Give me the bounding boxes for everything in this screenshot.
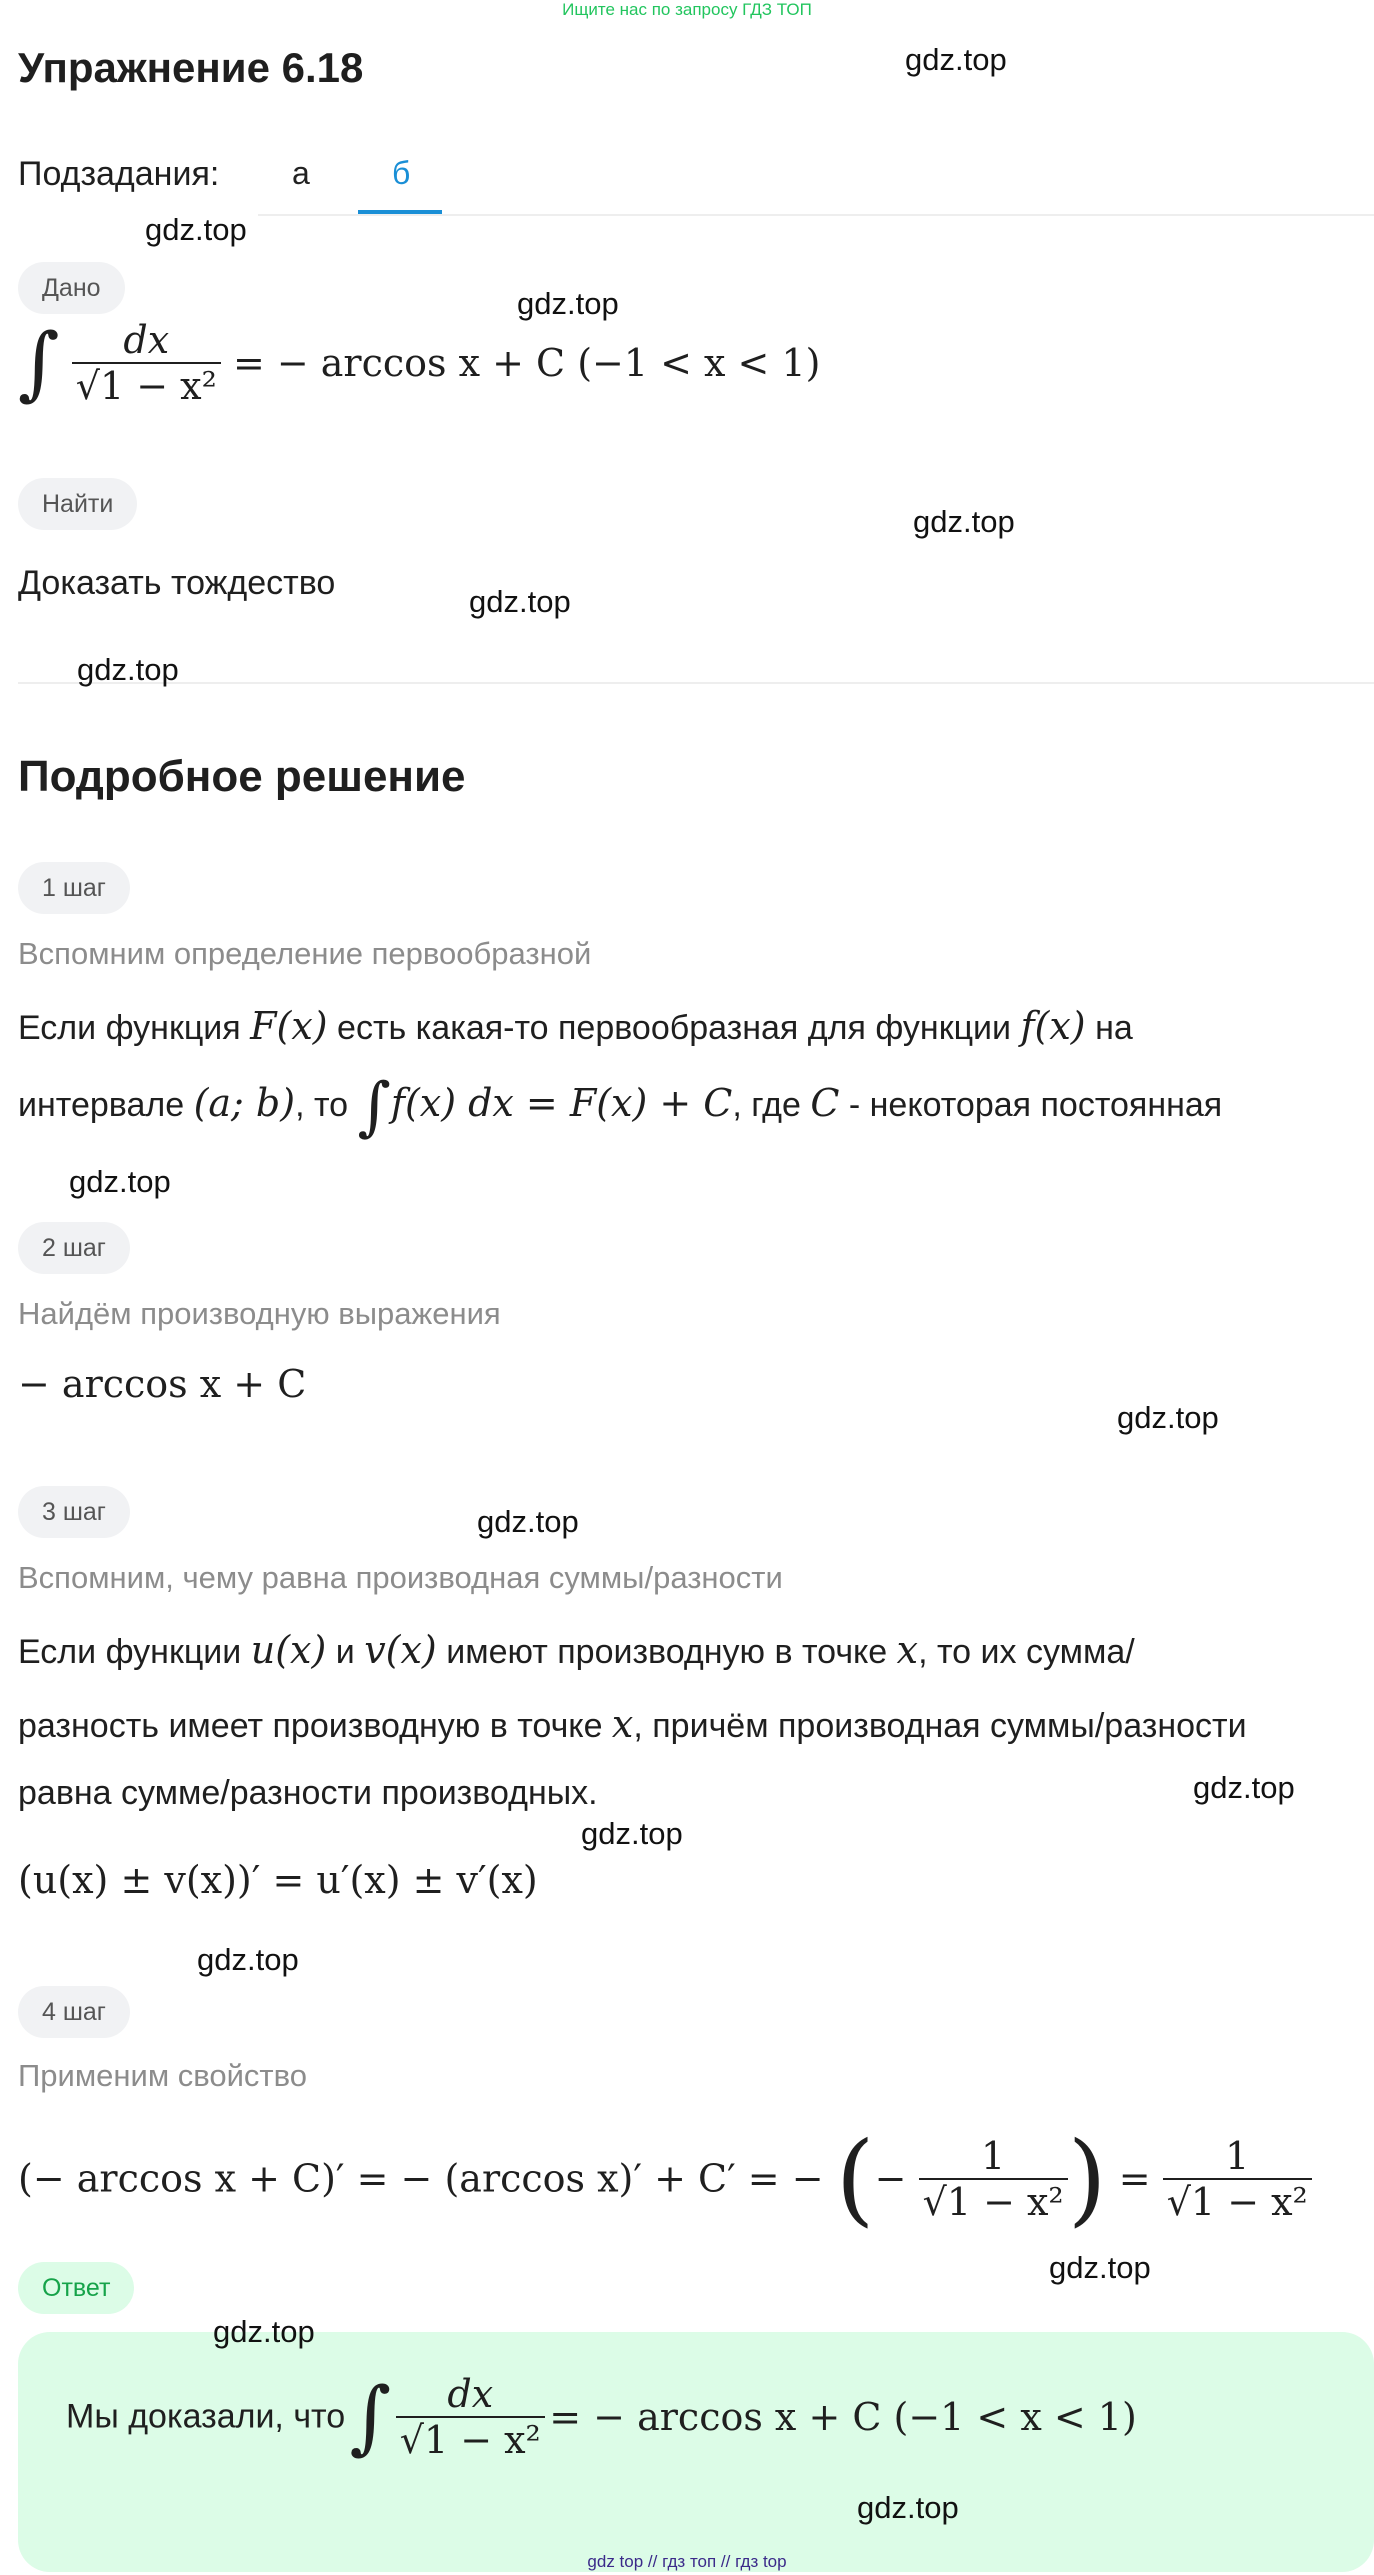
text: Если функция — [18, 1009, 251, 1047]
watermark: gdz.top — [197, 1942, 299, 1977]
top-banner: Ищите нас по запросу ГДЗ ТОП — [562, 0, 812, 19]
watermark: gdz.top — [477, 1504, 579, 1539]
frac-den: √1 − x² — [396, 2416, 545, 2462]
step4-left: (− arccos x + C)′ = − (arccos x)′ + C′ = − — [18, 2156, 824, 2201]
given-formula — [18, 318, 820, 408]
text: - некоторая постоянная — [839, 1085, 1223, 1124]
left-paren: ( — [835, 2120, 875, 2237]
step3-formula: (u(x) ± v(x))′ = u′(x) ± v′(x) — [18, 1858, 538, 1902]
math: f(x) dx = F(x) + C — [390, 1080, 733, 1125]
find-text: Доказать тождество — [18, 564, 336, 602]
step4-badge: 4 шаг — [18, 1986, 130, 2038]
inner-minus: − — [874, 2156, 907, 2201]
step2-heading: Найдём производную выражения — [18, 1296, 501, 1331]
watermark: gdz.top — [1117, 1400, 1219, 1435]
text: и — [326, 1633, 365, 1671]
math: f(x) — [1020, 1004, 1086, 1048]
watermark: gdz.top — [913, 504, 1015, 539]
equals-sign: = — [1118, 2156, 1151, 2201]
math: (a; b) — [193, 1080, 296, 1125]
math: x — [896, 1628, 919, 1672]
section-divider — [18, 682, 1374, 684]
step3-heading: Вспомним, чему равна производная суммы/разности — [18, 1560, 783, 1595]
text: есть какая-то первообразная для функции — [327, 1009, 1021, 1047]
tab-a[interactable]: а — [292, 155, 310, 191]
step4-heading: Применим свойство — [18, 2058, 307, 2093]
watermark: gdz.top — [581, 1816, 683, 1851]
watermark: gdz.top — [77, 652, 179, 687]
tab-b[interactable]: б — [392, 155, 411, 191]
watermark: gdz.top — [213, 2314, 315, 2349]
text: имеют производную в точке — [436, 1633, 897, 1671]
answer-text: Мы доказали, что — [66, 2397, 346, 2436]
watermark: gdz.top — [905, 42, 1007, 77]
step1-badge: 1 шаг — [18, 862, 130, 914]
given-badge: Дано — [18, 262, 125, 314]
answer-rhs: = − arccos x + C (−1 < x < 1) — [549, 2395, 1137, 2439]
answer-badge: Ответ — [18, 2262, 134, 2314]
watermark: gdz.top — [145, 212, 247, 247]
bottom-links: gdz top // гдз топ // гдз top — [587, 2552, 787, 2571]
given-rhs: = − arccos x + C (−1 < x < 1) — [232, 341, 821, 385]
find-badge: Найти — [18, 478, 137, 530]
text: , где — [732, 1085, 811, 1124]
step1-line2 — [18, 1070, 1222, 1144]
watermark: gdz.top — [1193, 1770, 1295, 1805]
solution-title: Подробное решение — [18, 752, 466, 801]
watermark: gdz.top — [517, 286, 619, 321]
right-paren: ) — [1067, 2120, 1107, 2237]
frac-num: dx — [447, 2372, 494, 2416]
step3-line2 — [18, 1702, 1247, 1746]
math: F(x) — [250, 1004, 328, 1048]
tabs-divider — [258, 214, 1374, 216]
integral-sign: ∫ — [18, 316, 60, 409]
text: , причём производная суммы/разности — [633, 1707, 1247, 1745]
text: разность имеет производную в точке — [18, 1707, 612, 1745]
given-fraction — [72, 318, 221, 408]
given-frac-num: dx — [123, 318, 170, 362]
inner-fraction — [919, 2134, 1068, 2224]
frac-den: √1 − x² — [919, 2178, 1068, 2224]
answer-content — [66, 2372, 1137, 2462]
watermark: gdz.top — [69, 1164, 171, 1199]
math: x — [611, 1702, 634, 1746]
step1-line1 — [18, 1004, 1133, 1048]
watermark: gdz.top — [857, 2490, 959, 2525]
text: на — [1085, 1009, 1133, 1047]
step3-line1 — [18, 1628, 1135, 1672]
math: C — [810, 1080, 840, 1125]
math: v(x) — [364, 1628, 437, 1672]
result-fraction — [1163, 2134, 1312, 2224]
page-title: Упражнение 6.18 — [18, 44, 364, 91]
step3-line3: равна сумме/разности производных. — [18, 1774, 598, 1812]
active-tab-indicator — [358, 210, 442, 214]
frac-den: √1 − x² — [1163, 2178, 1312, 2224]
text: , то их сумма/ — [918, 1633, 1135, 1671]
text: интервале — [18, 1085, 194, 1124]
step3-badge: 3 шаг — [18, 1486, 130, 1538]
text: , то — [295, 1085, 358, 1124]
step1-heading: Вспомним определение первообразной — [18, 936, 592, 971]
given-frac-den: √1 − x² — [72, 362, 221, 408]
integral-sign: ∫ — [349, 2370, 392, 2463]
text: Если функции — [18, 1633, 251, 1671]
subtasks-label: Подзадания: — [18, 155, 220, 193]
step4-formula — [18, 2120, 1312, 2237]
frac-num: 1 — [1225, 2133, 1250, 2178]
answer-fraction — [396, 2372, 545, 2462]
frac-num: 1 — [981, 2133, 1006, 2178]
step2-badge: 2 шаг — [18, 1222, 130, 1274]
step2-formula: − arccos x + C — [18, 1362, 307, 1406]
math: u(x) — [250, 1628, 327, 1672]
watermark: gdz.top — [469, 584, 571, 619]
watermark: gdz.top — [1049, 2250, 1151, 2285]
integral-sign: ∫ — [357, 1070, 391, 1144]
